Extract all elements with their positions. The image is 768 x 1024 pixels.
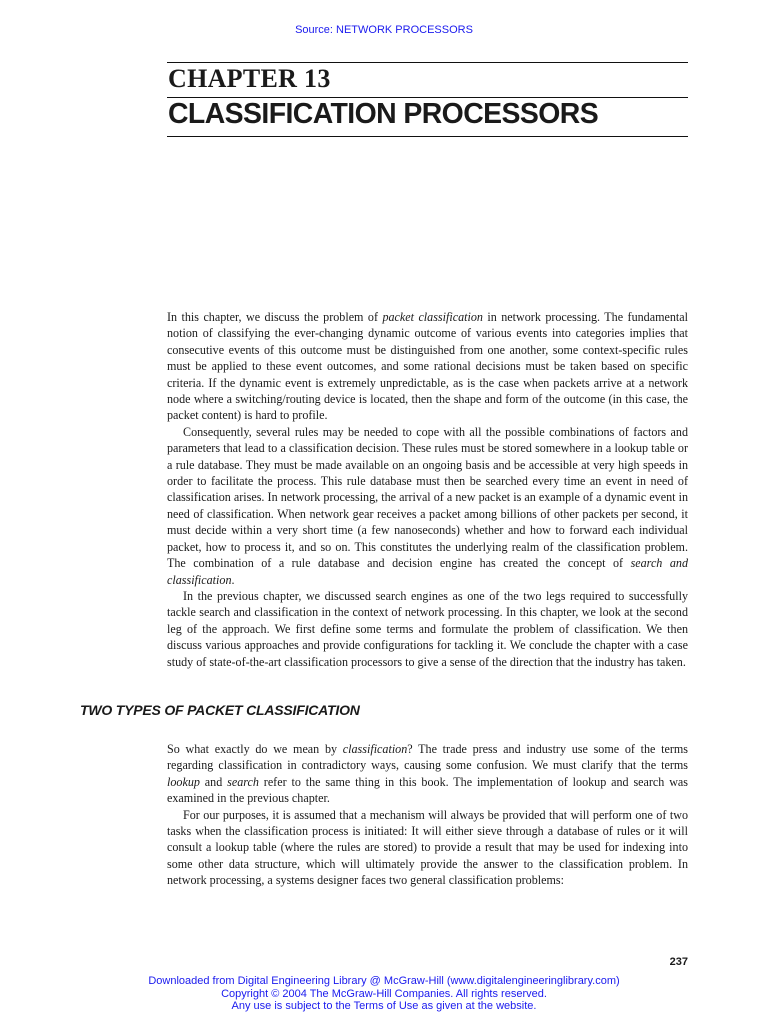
text-run: ? The trade press and industry use some of the terms regarding classification in contradictory ways, causing some confusion. We must clarify that the terms [167, 742, 689, 773]
footer [0, 975, 768, 1013]
italic-term: search and classification [167, 556, 688, 587]
text-run: In the previous chapter, we discussed search engines as one of the two legs required to successfully tackle search and classification in the context of network processing. In this chapter, we look at the second leg of the approach. We first define some terms and formulate the problem of classification. We then discuss various approaches and provide configurations for tackling it. We conclude the chapter with a case study of state-of-the-art classification processors to give a sense of the direction that the industry has taken. [167, 588, 688, 669]
section-paragraph-2 [167, 807, 688, 889]
italic-term: lookup [167, 774, 200, 789]
footer-copyright[interactable]: Copyright © 2004 The McGraw-Hill Companies. All rights reserved. [221, 987, 547, 1000]
italic-term: packet classification [382, 310, 483, 324]
text-run: In this chapter, we discuss the problem of [167, 310, 383, 324]
text-run: For our purposes, it is assumed that a mechanism will always be provided that will perform one of two tasks when the classification process is initiated: It will either sieve through a database of rules or it will consult a lookup table (where the rules are stored) to provide a result that may be used for indexing into some other data structure, which will ultimately provide the answer to the classification problem. In network processing, a systems designer faces two general classification problems: [167, 807, 688, 888]
section-paragraph-1 [167, 741, 688, 807]
text-run: in network processing. The fundamental notion of classifying the ever-changing dynamic outcome of various events into categories implies that consecutive events of this outcome must be distinguished from one another, some context-specific rules must be applied to these event outcomes, and some rational decisions must be taken based on specific criteria. If the dynamic event is extremely unpredictable, as is the case when packets arrive at a network node where a switching/routing device is located, then the shape and form of the outcome (in this case, the packet content) is hard to profile. [167, 310, 688, 423]
intro-text [167, 309, 688, 670]
section-heading: TWO TYPES OF PACKET CLASSIFICATION [80, 702, 360, 718]
italic-term: classification [342, 742, 408, 756]
footer-download-link[interactable]: Downloaded from Digital Engineering Library @ McGraw-Hill (www.digitalengineeringlibrary.com) [148, 975, 620, 987]
text-run: and [199, 774, 228, 789]
text-run: refer to the same thing in this book. The implementation of lookup and search was examined in the previous chapter. [167, 774, 688, 806]
source-link[interactable]: Source: NETWORK PROCESSORS [295, 24, 473, 36]
chapter-number: CHAPTER 13 [168, 64, 331, 93]
footer-terms-link[interactable]: Any use is subject to the Terms of Use as given at the website. [231, 1000, 537, 1012]
chapter-bottom-rule [167, 136, 688, 137]
chapter-title: CLASSIFICATION PROCESSORS [168, 98, 599, 130]
italic-term: search [227, 774, 259, 789]
text-run: So what exactly do we mean by [167, 742, 343, 756]
chapter-top-rule [167, 62, 688, 63]
text-run: Consequently, several rules may be needed to cope with all the possible combinations of factors and parameters that lead to a classification decision. These rules must be stored somewhere in a lookup table or a rule database. They must be made available on an ongoing basis and be accessible at very high speeds in order to facilitate the process. This rule database must then be searched every time an event in need of classification arises. In network processing, the arrival of a new packet is an example of a dynamic event in need of classification. When network gear receives a packet among billions of other packets per second, it must decide within a very short time (a few nanoseconds) whether and how to forward each individual packet, how to process it, and so on. This constitutes the underlying realm of the classification problem. The combination of a rule database and decision engine has created the concept of [167, 424, 688, 571]
section-text [167, 741, 688, 889]
intro-paragraph-2 [167, 424, 688, 588]
intro-paragraph-1 [167, 309, 688, 424]
intro-paragraph-3 [167, 588, 688, 670]
page-number: 237 [669, 956, 688, 968]
text-run: . [231, 572, 235, 587]
